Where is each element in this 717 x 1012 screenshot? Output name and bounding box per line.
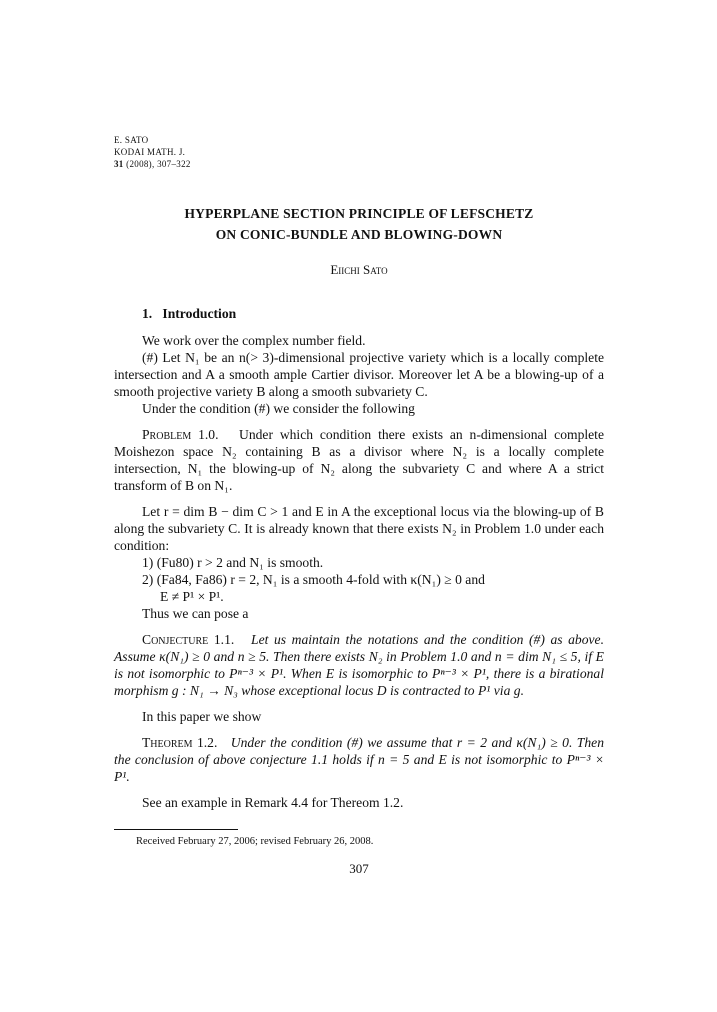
paragraph-2: (#) Let N₁ be an n(> 3)-dimensional projective variety which is a locally complete intersection and A a smooth ample Cartier divisor. Moreover let A be a blowing-up of a smooth projective variety B along a smooth subvariety C.: [114, 350, 604, 399]
page-number: 307: [349, 861, 369, 876]
year-pages: (2008), 307–322: [126, 159, 191, 169]
title-line-2: ON CONIC-BUNDLE AND BLOWING-DOWN: [215, 227, 503, 242]
volume-line: [114, 158, 191, 170]
paragraph-3: Under the condition (#) we consider the following: [142, 401, 415, 416]
theorem-block: [114, 734, 604, 785]
journal-header: [114, 134, 191, 170]
section-number: 1.: [142, 306, 153, 321]
journal-name: KODAI MATH. J.: [114, 147, 186, 157]
theorem-label: Theorem 1.2.: [142, 735, 218, 750]
list-item-2a: 2) (Fa84, Fa86) r = 2, N₁ is a smooth 4-fold with κ(N₁) ≥ 0 and: [142, 572, 485, 587]
author-name: Eiichi Sato: [330, 262, 388, 277]
problem-text: Under which condition there exists an n-dimensional complete Moishezon space N₂ containing B as a divisor where N₂ is a locally complete intersection, N₁ the blowing-up of N₂ along the subvariety C and where A a strict transform of B on N₁.: [114, 427, 604, 493]
footnote-rule: [114, 829, 238, 830]
conjecture-label: Conjecture 1.1.: [142, 632, 235, 647]
paragraph-1: We work over the complex number field.: [142, 333, 366, 348]
paragraph-6: In this paper we show: [142, 709, 262, 724]
paper-title: [114, 203, 604, 245]
footnote: Received February 27, 2006; revised February 26, 2008.: [136, 836, 374, 847]
paragraph-4: Let r = dim B − dim C > 1 and E in A the exceptional locus via the blowing-up of B along the subvariety C. It is already known that there exists N₂ in Problem 1.0 under each condition:: [114, 504, 604, 553]
problem-block: [114, 426, 604, 494]
problem-label: Problem 1.0.: [142, 427, 219, 442]
author-short: E. SATO: [114, 135, 149, 145]
conjecture-text: Let us maintain the notations and the condition (#) as above. Assume κ(N₁) ≥ 0 and n ≥ 5. Then there exists N₂ in Problem 1.0 and n = dim N₁ ≤ 5, if E is not isomorphic to Pⁿ⁻³ × P¹. When E is isomorphic to Pⁿ⁻³ × P¹, there is a birational morphism g : N₁ → N₃ whose exceptional locus D is contracted to P¹ via g.: [114, 632, 604, 698]
paragraph-7: See an example in Remark 4.4 for Thereom 1.2.: [142, 795, 404, 810]
title-line-1: HYPERPLANE SECTION PRINCIPLE OF LEFSCHETZ: [184, 206, 534, 221]
paper-body: [114, 305, 604, 811]
theorem-text: Under the condition (#) we assume that r = 2 and κ(N₁) ≥ 0. Then the conclusion of above conjecture 1.1 holds if n = 5 and E is not isomorphic to Pⁿ⁻³ × P¹.: [114, 735, 604, 784]
section-title: Introduction: [162, 306, 237, 321]
list-item-2b: E ≠ P¹ × P¹.: [160, 589, 224, 604]
list-item-1: 1) (Fu80) r > 2 and N₁ is smooth.: [142, 555, 324, 570]
section-heading: [114, 305, 604, 322]
paragraph-5: Thus we can pose a: [142, 606, 249, 621]
volume: 31: [114, 159, 124, 169]
conjecture-block: [114, 631, 604, 699]
